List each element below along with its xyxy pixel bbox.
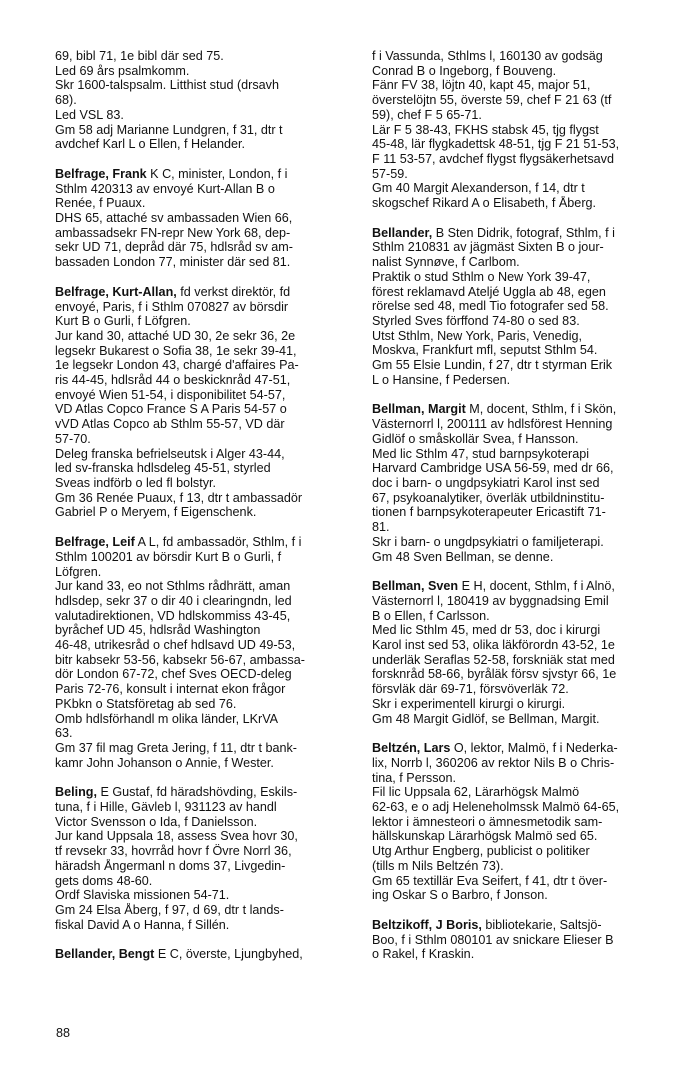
biography-entry	[372, 402, 668, 564]
entry-text-line: ris 44-45, hdlsråd 44 o beskicknråd 47-51,	[55, 373, 291, 388]
entry-text-line: Moskva, Frankfurt mfl, seputst Sthlm 54.	[372, 343, 598, 358]
entry-text-line: 67, psykoanalytiker, överläk utbildninstitu-	[372, 490, 605, 505]
entry-text-line: Lär F 5 38-43, FKHS stabsk 45, tjg flygst	[372, 122, 599, 137]
entry-text-line: Led VSL 83.	[55, 107, 124, 122]
entry-text-line: Jur kand Uppsala 18, assess Svea hovr 30,	[55, 829, 298, 844]
entry-text-line: legsekr Bukarest o Sofia 38, 1e sekr 39-41,	[55, 343, 297, 358]
entry-name: Belfrage, Leif	[55, 535, 135, 550]
entry-text-line: 69, bibl 71, 1e bibl där sed 75.	[55, 49, 224, 63]
entry-text-line: Praktik o stud Sthlm o New York 39-47,	[372, 269, 591, 284]
entry-text-line: 1e legsekr London 43, chargé d'affaires Pa-	[55, 358, 299, 373]
entry-heading-text: bibliotekarie, Saltsjö-	[481, 917, 602, 932]
entry-text-line: byråchef UD 45, hdlsråd Washington	[55, 623, 261, 638]
entry-text-line: lix, Norrb l, 360206 av rektor Nils B o Chris-	[372, 755, 615, 770]
entry-heading-text: M, docent, Sthlm, f i Skön,	[465, 402, 617, 417]
entry-text-line: Styrled Sves förffond 74-80 o sed 83.	[372, 313, 580, 328]
entry-text-line: envoyé, Paris, f i Sthlm 070827 av börsdir	[55, 299, 289, 314]
entry-heading-text: fd verkst direktör, fd	[176, 284, 291, 299]
biography-entry	[372, 226, 668, 388]
entry-text-line: Deleg franska befrielseutsk i Alger 43-44,	[55, 446, 285, 461]
biography-entry	[55, 285, 348, 520]
entry-text-line: Med lic Sthlm 45, med dr 53, doc i kirurgi	[372, 623, 601, 638]
entry-heading-line	[55, 785, 348, 800]
entry-text-line: PKbkn o Statsföretag ab sed 76.	[55, 696, 237, 711]
entry-text-line: ing Oskar S o Barbro, f Jonson.	[372, 888, 548, 903]
entry-text-line: Led 69 års psalmkomm.	[55, 63, 190, 78]
entry-text-line: tina, f Persson.	[372, 770, 456, 785]
entry-text-line: Jur kand 30, attaché UD 30, 2e sekr 36, 2e	[55, 328, 296, 343]
entry-heading-text: E C, överste, Ljungbyhed,	[154, 947, 303, 962]
entry-text-line: Gidlöf o småskollär Svea, f Hansson.	[372, 431, 579, 446]
entry-heading-line	[372, 402, 668, 417]
biography-entry	[55, 947, 348, 962]
entry-text-line: doc i barn- o ungdpsykiatri Karol inst sed	[372, 475, 600, 490]
entry-name: Beling,	[55, 785, 97, 800]
entry-text-line: Västernorrl l, 180419 av byggnadsing Emil	[372, 593, 609, 608]
entry-text-line: 59), chef F 5 65-71.	[372, 107, 482, 122]
biography-entry	[55, 167, 348, 270]
entry-text-line: Sveas indförb o led fl bolstyr.	[55, 475, 217, 490]
entry-text-line: förest reklamavd Ateljé Uggla ab 48, egen	[372, 284, 606, 299]
entry-text-line: hdlsdep, sekr 37 o dir 40 i clearingndn, led	[55, 593, 292, 608]
entry-continuation	[55, 49, 348, 152]
entry-text-line: fiskal David A o Hanna, f Sillén.	[55, 917, 230, 932]
entry-text-line: Harvard Cambridge USA 56-59, med dr 66,	[372, 461, 614, 476]
entry-text-line: Sthlm 100201 av börsdir Kurt B o Gurli, f	[55, 549, 282, 564]
entry-heading-line	[55, 167, 348, 182]
entry-text-line: (tills m Nils Beltzén 73).	[372, 858, 504, 873]
entry-text-line: led sv-franska hdlsdeleg 45-51, styrled	[55, 461, 271, 476]
entry-text-line: Sthlm 210831 av jägmäst Sixten B o jour-	[372, 240, 604, 255]
entry-heading-text: B Sten Didrik, fotograf, Sthlm, f i	[432, 225, 615, 240]
entry-text-line: Renée, f Puaux.	[55, 196, 146, 211]
entry-text-line: tionen f barnpsykoterapeuter Ericastift 71-	[372, 505, 606, 520]
entry-text-line: Victor Svensson o Ida, f Danielsson.	[55, 814, 258, 829]
entry-text-line: Conrad B o Ingeborg, f Bouveng.	[372, 63, 557, 78]
entry-continuation	[372, 49, 668, 211]
entry-text-line: Gm 55 Elsie Lundin, f 27, dtr t styrman Erik	[372, 358, 613, 373]
entry-text-line: Västernorrl l, 200111 av hdlsförest Henning	[372, 417, 613, 432]
entry-text-line: Karol inst sed 53, olika läkförordn 43-52, 1e	[372, 638, 615, 653]
entry-text-line: bitr kabsekr 53-56, kabsekr 56-67, ambassa-	[55, 652, 305, 667]
entry-text-line: Gm 58 adj Marianne Lundgren, f 31, dtr t	[55, 122, 283, 137]
entry-heading-text: A L, fd ambassadör, Sthlm, f i	[134, 535, 302, 550]
entry-text-line: Paris 72-76, konsult i internat ekon frågor	[55, 682, 286, 697]
entry-name: Belfrage, Kurt-Allan,	[55, 284, 177, 299]
entry-heading-text: E H, docent, Sthlm, f i Alnö,	[458, 579, 615, 594]
entry-text-line: 46-48, utrikesråd o chef hdlsavd UD 49-53,	[55, 638, 296, 653]
entry-name: Bellander,	[372, 225, 433, 240]
entry-name: Bellman, Margit	[372, 402, 466, 417]
entry-text-line: gets doms 48-60.	[55, 873, 153, 888]
entry-text-line: avdchef Karl L o Ellen, f Helander.	[55, 137, 245, 152]
biography-entry	[55, 785, 348, 932]
entry-text-line: DHS 65, attaché sv ambassaden Wien 66,	[55, 211, 293, 226]
entry-text-line: Kurt B o Gurli, f Löfgren.	[55, 314, 191, 329]
entry-text-line: bassaden London 77, minister där sed 81.	[55, 255, 291, 270]
entry-text-line: envoyé Wien 51-54, i disponibilitet 54-57,	[55, 387, 286, 402]
entry-text-line: Gm 36 Renée Puaux, f 13, dtr t ambassadör	[55, 490, 303, 505]
entry-text-line: 62-63, e o adj Heleneholmssk Malmö 64-65,	[372, 800, 620, 815]
entry-heading-line	[55, 947, 348, 962]
biography-entry	[372, 918, 668, 962]
entry-text-line: 57-70.	[55, 431, 91, 446]
entry-text-line: sekr UD 71, depråd där 75, hdlsråd sv am-	[55, 240, 293, 255]
entry-text-line: nalist Synnøve, f Carlbom.	[372, 255, 520, 270]
entry-text-line: valutadirektionen, VD hdlskommiss 43-45,	[55, 608, 291, 623]
entry-text-line: 57-59.	[372, 166, 408, 181]
entry-text-line: häradsh Ångermanl n doms 37, Livgedin-	[55, 858, 286, 873]
entry-heading-line	[372, 579, 668, 594]
biography-entry	[372, 741, 668, 903]
entry-text-line: Gm 40 Margit Alexanderson, f 14, dtr t	[372, 181, 585, 196]
entry-heading-line	[372, 226, 668, 241]
entry-text-line: Gm 48 Sven Bellman, se denne.	[372, 549, 554, 564]
entry-text-line: Utg Arthur Engberg, publicist o politiker	[372, 844, 590, 859]
entry-text-line: Jur kand 33, eo not Sthlms rådhrätt, aman	[55, 579, 291, 594]
entry-name: Belfrage, Frank	[55, 166, 147, 181]
entry-text-line: vVD Atlas Copco ab Sthlm 55-57, VD där	[55, 417, 285, 432]
entry-heading-line	[55, 285, 348, 300]
entry-text-line: VD Atlas Copco France S A Paris 54-57 o	[55, 402, 287, 417]
entry-text-line: lektor i ämnesteori o ämnesmetodik sam-	[372, 814, 603, 829]
entry-text-line: 68).	[55, 93, 77, 108]
entry-text-line: Gm 48 Margit Gidlöf, se Bellman, Margit.	[372, 711, 600, 726]
entry-text-line: F 11 53-57, avdchef flygst flygsäkerhetsavd	[372, 151, 614, 166]
entry-text-line: Boo, f i Sthlm 080101 av snickare Elieser B	[372, 932, 614, 947]
entry-text-line: Gabriel P o Meryem, f Eigenschenk.	[55, 505, 257, 520]
entry-text-line: L o Hansine, f Pedersen.	[372, 372, 511, 387]
entry-text-line: kamr John Johanson o Annie, f Wester.	[55, 755, 274, 770]
entry-heading-line	[372, 918, 668, 933]
entry-heading-text: K C, minister, London, f i	[146, 166, 288, 181]
entry-text-line: forsknråd 58-66, byråläk försv sjvstyr 66, 1e	[372, 667, 617, 682]
page-number: 88	[56, 1026, 71, 1040]
entry-heading-text: E Gustaf, fd häradshövding, Eskils-	[96, 785, 298, 800]
entry-text-line: o Rakel, f Kraskin.	[372, 947, 475, 962]
entry-heading-line	[55, 535, 348, 550]
entry-text-line: Gm 37 fil mag Greta Jering, f 11, dtr t bank-	[55, 740, 297, 755]
entry-text-line: Sthlm 420313 av envoyé Kurt-Allan B o	[55, 181, 275, 196]
entry-text-line: Skr i experimentell kirurgi o kirurgi.	[372, 696, 566, 711]
biography-entry	[55, 535, 348, 770]
entry-text-line: Skr i barn- o ungdpsykiatri o familjeterapi.	[372, 534, 604, 549]
entry-text-line: ambassadsekr FN-repr New York 68, dep-	[55, 225, 291, 240]
entry-text-line: Skr 1600-talspsalm. Litthist stud (drsavh	[55, 78, 279, 93]
entry-name: Bellman, Sven	[372, 579, 459, 594]
entry-heading-text: O, lektor, Malmö, f i Nederka-	[450, 741, 618, 756]
entry-text-line: underläk Seraflas 52-58, forskniäk stat med	[372, 652, 615, 667]
entry-text-line: Gm 65 textillär Eva Seifert, f 41, dtr t över-	[372, 873, 608, 888]
entry-text-line: Fil lic Uppsala 62, Lärarhögsk Malmö	[372, 785, 580, 800]
left-column	[55, 49, 348, 977]
entry-text-line: Ordf Slaviska missionen 54-71.	[55, 888, 230, 903]
entry-text-line: 45-48, lär flygkadettsk 48-51, tjg F 21 51-53,	[372, 137, 620, 152]
entry-text-line: Omb hdlsförhandl m olika länder, LKrVA	[55, 711, 279, 726]
entry-text-line: skogschef Rikard A o Elisabeth, f Åberg.	[372, 196, 597, 211]
entry-text-line: dör London 67-72, chef Sves OECD-deleg	[55, 667, 292, 682]
entry-text-line: 63.	[55, 726, 73, 741]
entry-name: Bellander, Bengt	[55, 947, 155, 962]
entry-text-line: f i Vassunda, Sthlms l, 160130 av godsäg	[372, 49, 603, 63]
entry-text-line: hällskunskap Lärarhögsk Malmö sed 65.	[372, 829, 598, 844]
entry-text-line: tf revsekr 33, hovrråd hovr f Övre Norrl 36,	[55, 844, 292, 859]
entry-text-line: Utst Sthlm, New York, Paris, Venedig,	[372, 328, 582, 343]
entry-text-line: B o Ellen, f Carlsson.	[372, 608, 490, 623]
entry-name: Beltzikoff, J Boris,	[372, 917, 482, 932]
entry-text-line: rörelse sed 48, medl Tio fotografer sed 58.	[372, 299, 609, 314]
biography-entry	[372, 579, 668, 726]
entry-text-line: Gm 24 Elsa Åberg, f 97, d 69, dtr t lands-	[55, 902, 284, 917]
entry-name: Beltzén, Lars	[372, 741, 451, 756]
entry-text-line: Fänr FV 38, löjtn 40, kapt 45, major 51,	[372, 78, 591, 93]
entry-text-line: Med lic Sthlm 47, stud barnpsykoterapi	[372, 446, 589, 461]
entry-text-line: försvläk där 69-71, försvöverläk 72.	[372, 682, 569, 697]
entry-text-line: 81.	[372, 520, 390, 535]
entry-text-line: Löfgren.	[55, 564, 102, 579]
entry-heading-line	[372, 741, 668, 756]
entry-text-line: överstelöjtn 55, överste 59, chef F 21 63 (tf	[372, 93, 612, 108]
right-column	[372, 49, 668, 977]
entry-text-line: tuna, f i Hille, Gävleb l, 931123 av handl	[55, 800, 277, 815]
